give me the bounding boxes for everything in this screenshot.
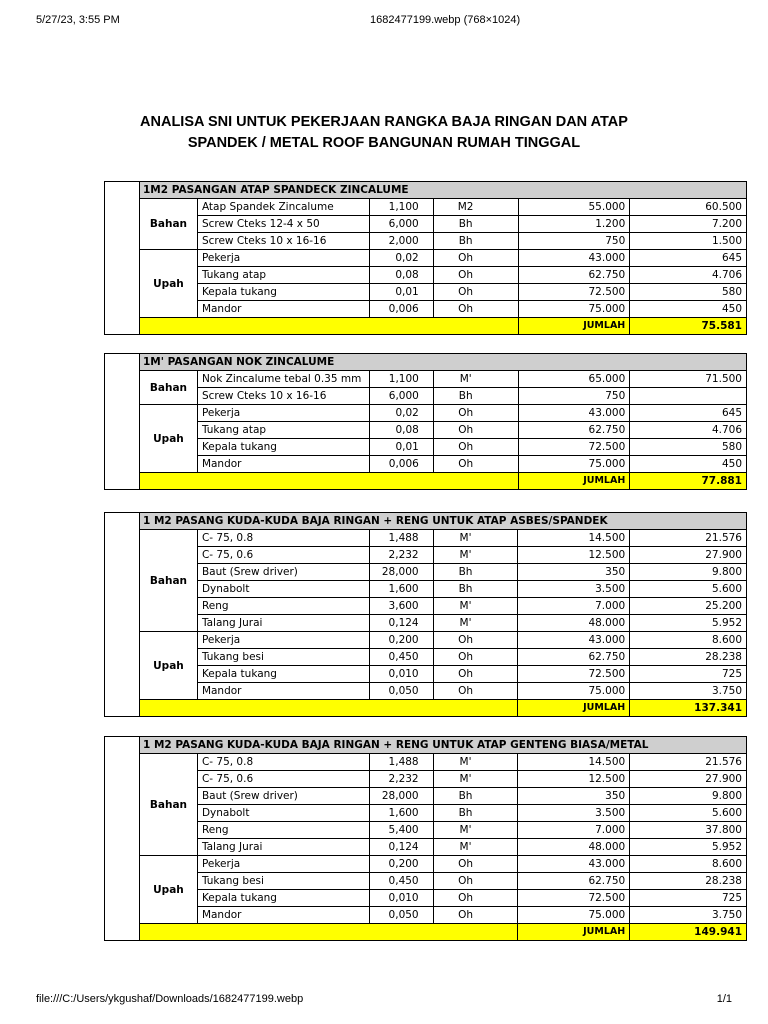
cell-unit: Oh	[433, 439, 518, 456]
analysis-table	[104, 353, 747, 490]
cell-item: Talang Jurai	[197, 615, 369, 632]
cell-total: 9.800	[630, 564, 747, 581]
cell-item: Baut (Srew driver)	[197, 564, 369, 581]
cell-coef: 1,100	[369, 371, 433, 388]
table-row	[140, 547, 747, 564]
cell-coef: 1,488	[369, 754, 433, 771]
table-row	[140, 632, 747, 649]
cell-total: 21.576	[630, 530, 747, 547]
bahan-group-label: Bahan	[140, 754, 198, 856]
cell-item: C- 75, 0.8	[197, 530, 369, 547]
cell-unit: Bh	[433, 805, 518, 822]
cell-coef: 6,000	[369, 216, 433, 233]
cell-price: 7.000	[518, 598, 630, 615]
cell-price: 43.000	[518, 405, 630, 422]
cell-unit: Oh	[433, 649, 518, 666]
total-value: 77.881	[630, 473, 747, 490]
cell-price: 62.750	[518, 422, 630, 439]
title-line-2: SPANDEK / METAL ROOF BANGUNAN RUMAH TINGGAL	[187, 135, 581, 151]
cell-unit: Bh	[433, 233, 518, 250]
cell-unit: Oh	[433, 856, 518, 873]
cell-total: 4.706	[630, 267, 747, 284]
cell-unit: Bh	[433, 388, 518, 405]
cell-total	[630, 388, 747, 405]
table-row	[140, 649, 747, 666]
cell-coef: 0,02	[369, 250, 433, 267]
cell-unit: Oh	[433, 456, 518, 473]
cell-coef: 1,488	[369, 530, 433, 547]
title-line-1: ANALISA SNI UNTUK PEKERJAAN RANGKA BAJA RINGAN DAN ATAP	[140, 114, 628, 130]
table-left-margin	[104, 353, 140, 490]
analysis-table	[104, 512, 747, 717]
cell-total: 60.500	[630, 199, 747, 216]
cell-item: Mandor	[197, 301, 369, 318]
cell-total: 3.750	[630, 907, 747, 924]
cell-unit: Oh	[433, 405, 518, 422]
table-row	[140, 598, 747, 615]
cell-price: 72.500	[518, 284, 630, 301]
cell-item: Screw Cteks 10 x 16-16	[197, 388, 369, 405]
cell-item: C- 75, 0.6	[197, 771, 369, 788]
print-header	[0, 14, 768, 28]
cell-item: Kepala tukang	[197, 284, 369, 301]
cost-table	[139, 353, 747, 490]
cell-total: 37.800	[630, 822, 747, 839]
cell-total: 25.200	[630, 598, 747, 615]
cell-total: 1.500	[630, 233, 747, 250]
cell-total: 5.952	[630, 615, 747, 632]
cell-coef: 0,050	[369, 683, 433, 700]
cell-coef: 0,450	[369, 873, 433, 890]
cell-coef: 0,01	[369, 439, 433, 456]
table-row	[140, 456, 747, 473]
total-value: 75.581	[630, 318, 747, 335]
cell-coef: 0,010	[369, 666, 433, 683]
cell-item: Pekerja	[197, 856, 369, 873]
upah-group-label: Upah	[140, 250, 198, 318]
table-row	[140, 856, 747, 873]
total-row	[140, 473, 747, 490]
cell-total: 7.200	[630, 216, 747, 233]
cell-item: Reng	[197, 598, 369, 615]
cell-unit: M'	[433, 598, 518, 615]
cell-price: 72.500	[518, 439, 630, 456]
cell-total: 5.600	[630, 805, 747, 822]
total-label: JUMLAH	[518, 473, 630, 490]
cell-price: 62.750	[518, 649, 630, 666]
cell-coef: 0,200	[369, 856, 433, 873]
cell-item: Talang Jurai	[197, 839, 369, 856]
table-row	[140, 388, 747, 405]
cell-total: 8.600	[630, 856, 747, 873]
table-row	[140, 405, 747, 422]
table-row	[140, 267, 747, 284]
cell-item: Tukang atap	[197, 267, 369, 284]
cell-total: 27.900	[630, 771, 747, 788]
cell-price: 55.000	[518, 199, 630, 216]
cell-price: 75.000	[518, 907, 630, 924]
table-left-margin	[104, 736, 140, 941]
cell-unit: M'	[433, 822, 518, 839]
cell-total: 27.900	[630, 547, 747, 564]
cell-coef: 0,01	[369, 284, 433, 301]
table-left-margin	[104, 512, 140, 717]
cell-coef: 1,600	[369, 805, 433, 822]
table-row	[140, 284, 747, 301]
table-header-row	[140, 513, 747, 530]
document-title	[0, 112, 768, 154]
table-row	[140, 233, 747, 250]
table-row	[140, 839, 747, 856]
table-row	[140, 907, 747, 924]
cell-coef: 2,232	[369, 547, 433, 564]
cell-coef: 0,124	[369, 839, 433, 856]
cell-price: 1.200	[518, 216, 630, 233]
cell-total: 5.952	[630, 839, 747, 856]
cell-total: 28.238	[630, 649, 747, 666]
cell-coef: 0,200	[369, 632, 433, 649]
total-row-spacer	[140, 473, 519, 490]
cell-unit: Oh	[433, 632, 518, 649]
cell-unit: M'	[433, 547, 518, 564]
total-row-spacer	[140, 318, 519, 335]
cell-item: C- 75, 0.6	[197, 547, 369, 564]
cell-coef: 0,08	[369, 267, 433, 284]
cell-coef: 3,600	[369, 598, 433, 615]
cell-price: 7.000	[518, 822, 630, 839]
cell-total: 725	[630, 890, 747, 907]
cell-item: Nok Zincalume tebal 0.35 mm	[197, 371, 369, 388]
table-row	[140, 666, 747, 683]
cell-unit: M2	[433, 199, 518, 216]
table-row	[140, 199, 747, 216]
cell-item: Mandor	[197, 456, 369, 473]
cost-table	[139, 512, 747, 717]
table-title: 1M2 PASANGAN ATAP SPANDECK ZINCALUME	[140, 182, 747, 199]
cell-unit: Oh	[433, 301, 518, 318]
cell-item: Screw Cteks 10 x 16-16	[197, 233, 369, 250]
cell-coef: 28,000	[369, 788, 433, 805]
table-row	[140, 301, 747, 318]
table-row	[140, 371, 747, 388]
cell-item: Tukang besi	[197, 649, 369, 666]
cell-coef: 2,232	[369, 771, 433, 788]
cell-total: 8.600	[630, 632, 747, 649]
cost-table	[139, 736, 747, 941]
cell-price: 72.500	[518, 890, 630, 907]
cell-item: Pekerja	[197, 250, 369, 267]
cell-coef: 0,010	[369, 890, 433, 907]
cell-total: 645	[630, 405, 747, 422]
total-label: JUMLAH	[518, 318, 630, 335]
cell-unit: Oh	[433, 284, 518, 301]
table-header-row	[140, 737, 747, 754]
cell-unit: M'	[433, 771, 518, 788]
table-header-row	[140, 354, 747, 371]
table-title: 1M' PASANGAN NOK ZINCALUME	[140, 354, 747, 371]
page-number: 1/1	[716, 993, 732, 1005]
cell-item: Reng	[197, 822, 369, 839]
total-row	[140, 318, 747, 335]
cell-total: 9.800	[630, 788, 747, 805]
cell-price: 14.500	[518, 530, 630, 547]
cell-item: Tukang besi	[197, 873, 369, 890]
total-row-spacer	[140, 924, 518, 941]
cell-price: 350	[518, 564, 630, 581]
cost-table	[139, 181, 747, 335]
print-file-path: file:///C:/Users/ykgushaf/Downloads/1682477199.webp	[36, 993, 304, 1005]
cell-total: 450	[630, 456, 747, 473]
cell-item: Dynabolt	[197, 581, 369, 598]
cell-item: Dynabolt	[197, 805, 369, 822]
cell-item: Tukang atap	[197, 422, 369, 439]
total-value: 149.941	[630, 924, 747, 941]
cell-item: Pekerja	[197, 405, 369, 422]
cell-unit: Bh	[433, 788, 518, 805]
cell-total: 3.750	[630, 683, 747, 700]
cell-unit: Bh	[433, 216, 518, 233]
cell-unit: M'	[433, 371, 518, 388]
cell-price: 48.000	[518, 839, 630, 856]
cell-unit: Oh	[433, 666, 518, 683]
table-row	[140, 873, 747, 890]
cell-price: 75.000	[518, 683, 630, 700]
cell-price: 3.500	[518, 805, 630, 822]
cell-price: 43.000	[518, 250, 630, 267]
table-row	[140, 805, 747, 822]
cell-coef: 5,400	[369, 822, 433, 839]
upah-group-label: Upah	[140, 632, 198, 700]
table-row	[140, 771, 747, 788]
table-row	[140, 530, 747, 547]
table-header-row	[140, 182, 747, 199]
cell-price: 43.000	[518, 856, 630, 873]
cell-item: Screw Cteks 12-4 x 50	[197, 216, 369, 233]
cell-unit: M'	[433, 615, 518, 632]
cell-price: 75.000	[518, 301, 630, 318]
cell-unit: M'	[433, 530, 518, 547]
bahan-group-label: Bahan	[140, 371, 198, 405]
total-row	[140, 700, 747, 717]
cell-coef: 0,08	[369, 422, 433, 439]
cell-item: C- 75, 0.8	[197, 754, 369, 771]
table-row	[140, 822, 747, 839]
cell-price: 3.500	[518, 581, 630, 598]
cell-total: 71.500	[630, 371, 747, 388]
upah-group-label: Upah	[140, 856, 198, 924]
cell-unit: M'	[433, 754, 518, 771]
cell-price: 350	[518, 788, 630, 805]
cell-price: 12.500	[518, 547, 630, 564]
cell-coef: 0,050	[369, 907, 433, 924]
cell-unit: Bh	[433, 581, 518, 598]
cell-unit: Oh	[433, 907, 518, 924]
upah-group-label: Upah	[140, 405, 198, 473]
cell-price: 12.500	[518, 771, 630, 788]
cell-coef: 0,124	[369, 615, 433, 632]
cell-coef: 0,006	[369, 301, 433, 318]
total-row-spacer	[140, 700, 518, 717]
print-filename: 1682477199.webp (768×1024)	[370, 14, 521, 26]
cell-price: 65.000	[518, 371, 630, 388]
cell-item: Pekerja	[197, 632, 369, 649]
cell-coef: 1,600	[369, 581, 433, 598]
cell-unit: M'	[433, 839, 518, 856]
cell-coef: 0,450	[369, 649, 433, 666]
table-row	[140, 581, 747, 598]
cell-price: 72.500	[518, 666, 630, 683]
bahan-group-label: Bahan	[140, 530, 198, 632]
cell-unit: Oh	[433, 422, 518, 439]
cell-total: 450	[630, 301, 747, 318]
table-row	[140, 615, 747, 632]
cell-price: 62.750	[518, 873, 630, 890]
cell-total: 725	[630, 666, 747, 683]
cell-item: Mandor	[197, 907, 369, 924]
table-left-margin	[104, 181, 140, 335]
cell-item: Kepala tukang	[197, 666, 369, 683]
cell-total: 580	[630, 439, 747, 456]
table-title: 1 M2 PASANG KUDA-KUDA BAJA RINGAN + RENG UNTUK ATAP ASBES/SPANDEK	[140, 513, 747, 530]
cell-price: 14.500	[518, 754, 630, 771]
cell-item: Baut (Srew driver)	[197, 788, 369, 805]
cell-coef: 1,100	[369, 199, 433, 216]
table-row	[140, 250, 747, 267]
table-row	[140, 890, 747, 907]
cell-unit: Oh	[433, 890, 518, 907]
cell-unit: Oh	[433, 683, 518, 700]
cell-unit: Oh	[433, 267, 518, 284]
table-title: 1 M2 PASANG KUDA-KUDA BAJA RINGAN + RENG UNTUK ATAP GENTENG BIASA/METAL	[140, 737, 747, 754]
table-row	[140, 422, 747, 439]
cell-total: 5.600	[630, 581, 747, 598]
table-row	[140, 564, 747, 581]
cell-total: 4.706	[630, 422, 747, 439]
total-label: JUMLAH	[518, 924, 630, 941]
cell-unit: Bh	[433, 564, 518, 581]
cell-item: Mandor	[197, 683, 369, 700]
cell-price: 75.000	[518, 456, 630, 473]
analysis-table	[104, 736, 747, 941]
analysis-table	[104, 181, 747, 335]
cell-item: Kepala tukang	[197, 439, 369, 456]
cell-total: 28.238	[630, 873, 747, 890]
cell-unit: Oh	[433, 250, 518, 267]
total-label: JUMLAH	[518, 700, 630, 717]
cell-price: 62.750	[518, 267, 630, 284]
cell-total: 645	[630, 250, 747, 267]
cell-coef: 0,006	[369, 456, 433, 473]
cell-coef: 0,02	[369, 405, 433, 422]
cell-price: 48.000	[518, 615, 630, 632]
cell-price: 750	[518, 233, 630, 250]
cell-total: 21.576	[630, 754, 747, 771]
table-row	[140, 754, 747, 771]
total-value: 137.341	[630, 700, 747, 717]
cell-unit: Oh	[433, 873, 518, 890]
cell-item: Kepala tukang	[197, 890, 369, 907]
table-row	[140, 683, 747, 700]
table-row	[140, 788, 747, 805]
cell-coef: 28,000	[369, 564, 433, 581]
cell-item: Atap Spandek Zincalume	[197, 199, 369, 216]
cell-coef: 2,000	[369, 233, 433, 250]
total-row	[140, 924, 747, 941]
cell-price: 43.000	[518, 632, 630, 649]
print-date: 5/27/23, 3:55 PM	[36, 14, 120, 26]
print-footer	[0, 993, 768, 1007]
cell-coef: 6,000	[369, 388, 433, 405]
table-row	[140, 216, 747, 233]
cell-price: 750	[518, 388, 630, 405]
cell-total: 580	[630, 284, 747, 301]
bahan-group-label: Bahan	[140, 199, 198, 250]
table-row	[140, 439, 747, 456]
